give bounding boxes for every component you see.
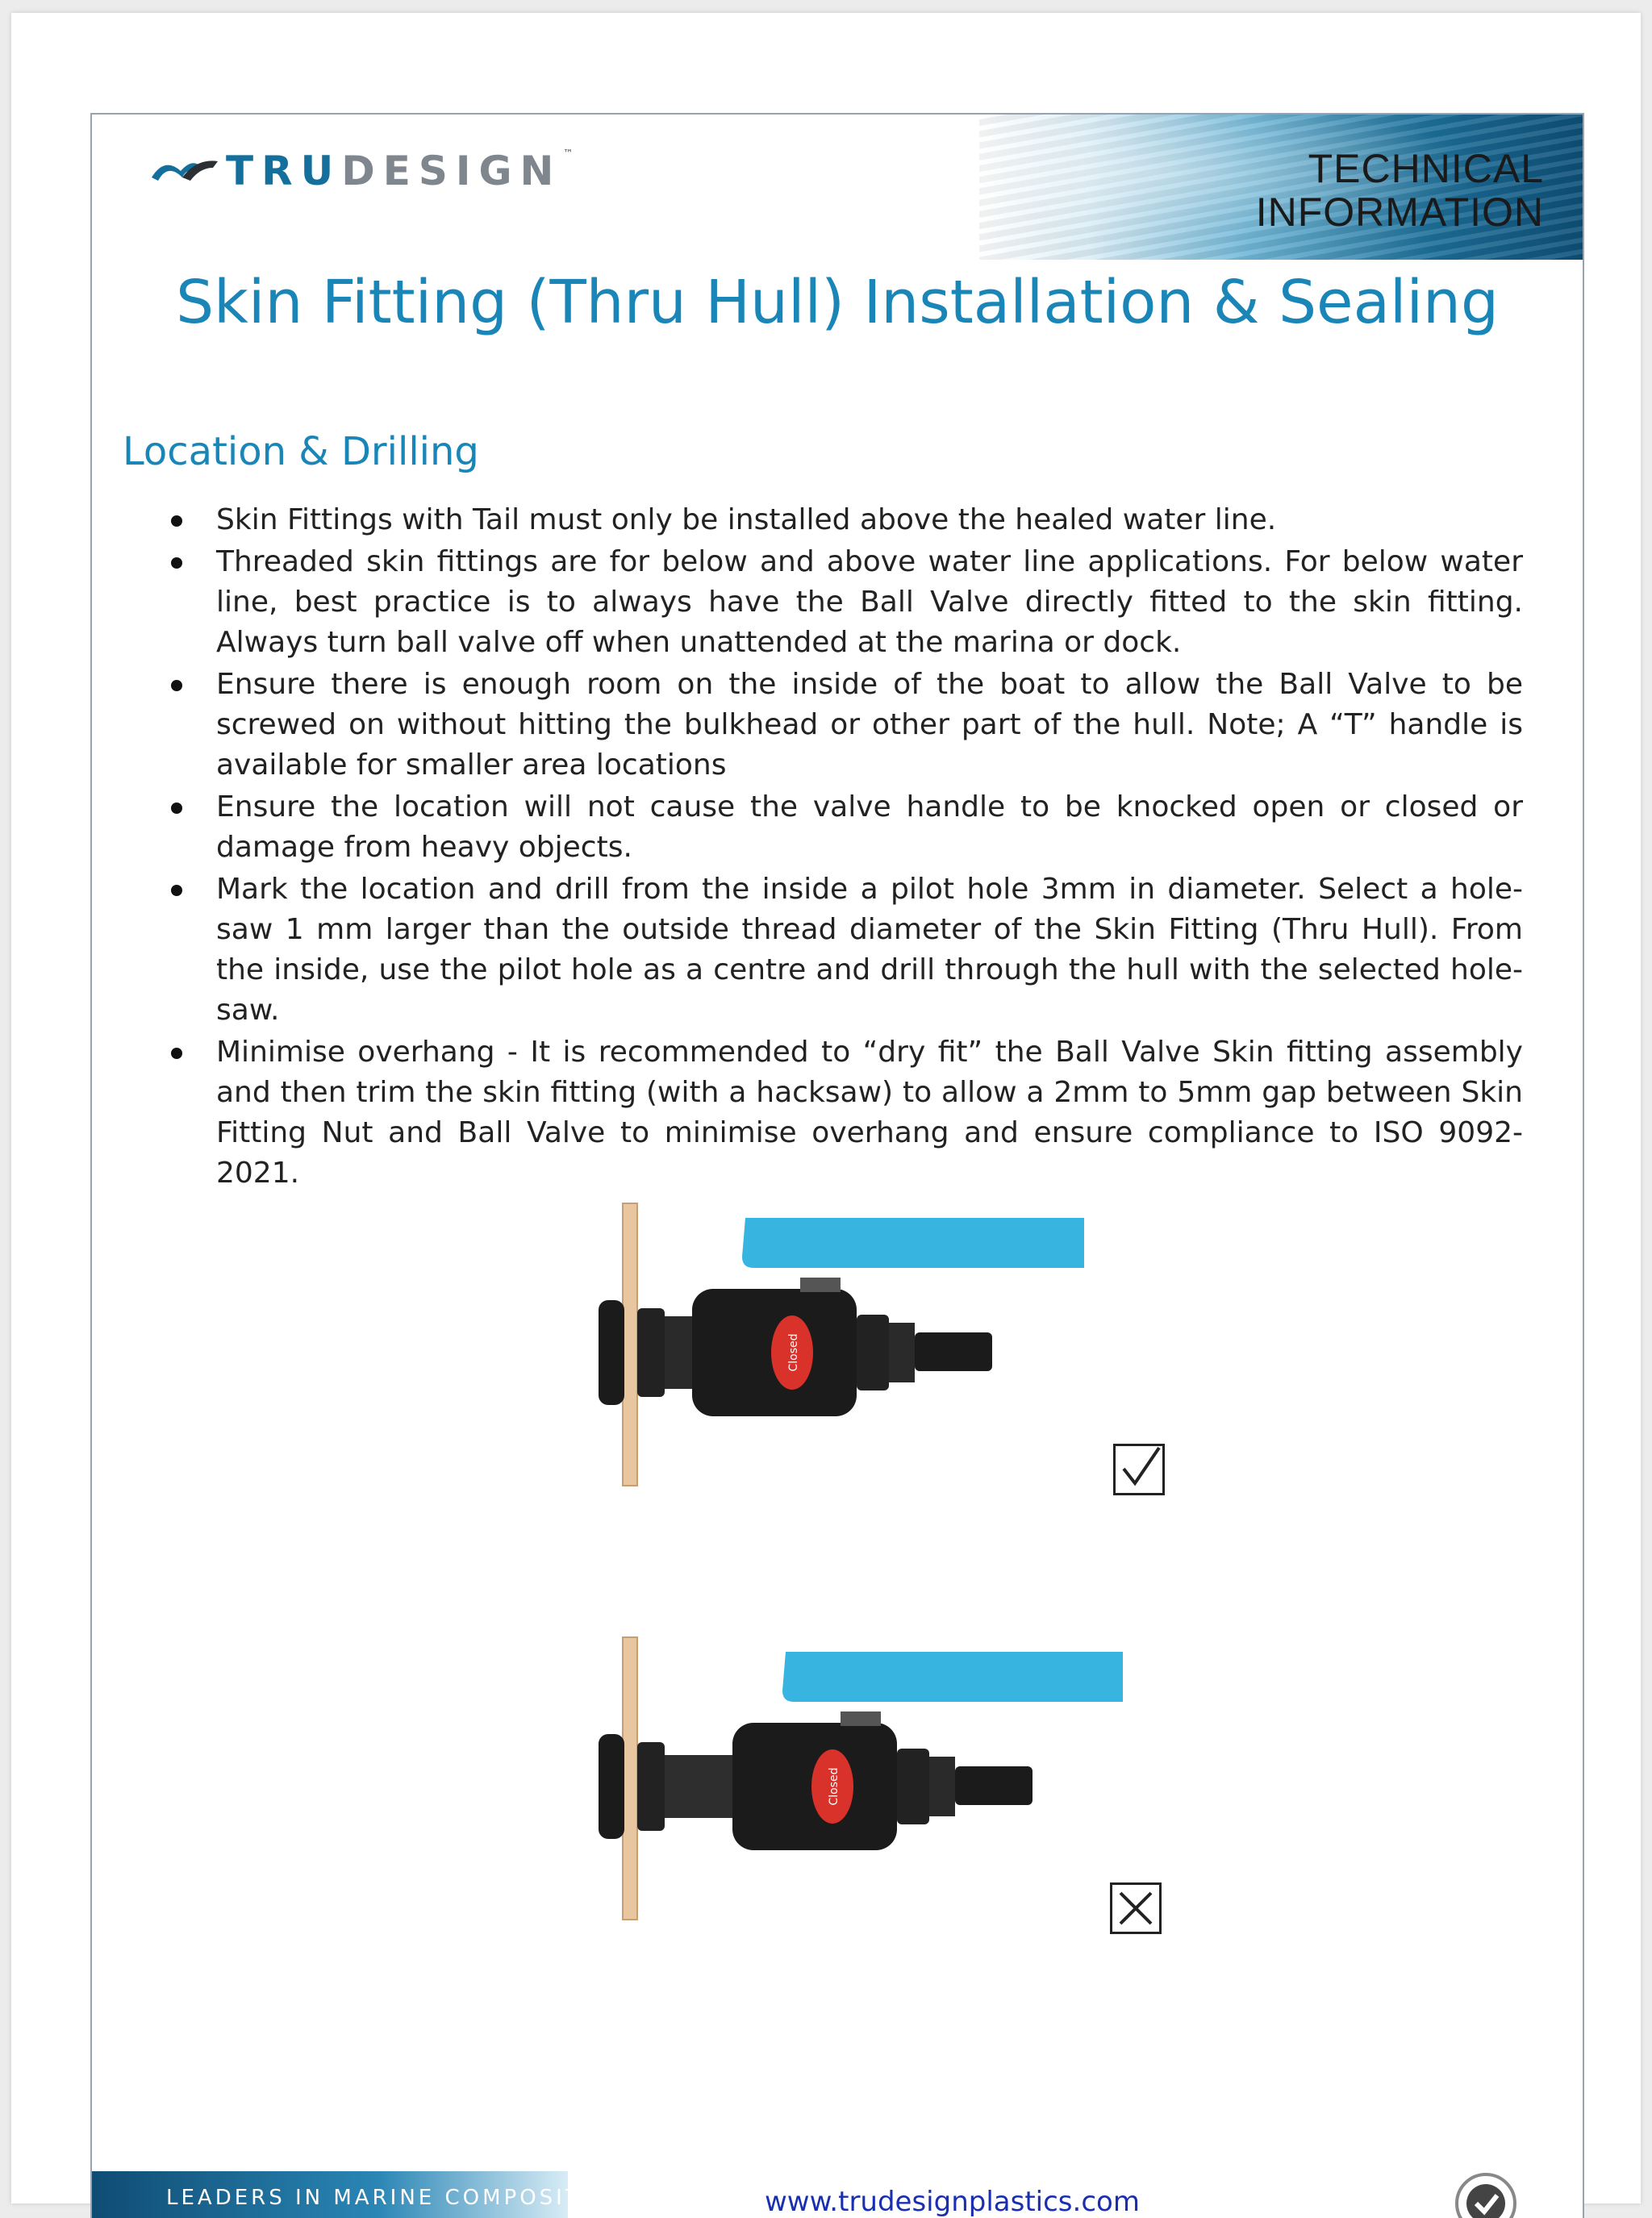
technical-information-tag xyxy=(1256,147,1544,234)
valve-handle xyxy=(742,1218,1084,1268)
footer-website-link[interactable]: www.trudesignplastics.com xyxy=(765,2186,1140,2218)
header-banner xyxy=(979,115,1583,260)
logo-wordmark xyxy=(226,148,581,194)
trudesign-logo xyxy=(150,147,581,195)
exposed-thread xyxy=(665,1755,732,1818)
section-heading: Location & Drilling xyxy=(123,429,479,474)
skin-fitting-flange xyxy=(599,1734,624,1839)
tag-line-1: TECHNICAL xyxy=(1308,146,1544,191)
logo-design: DESIGN xyxy=(341,148,562,194)
valve-indicator-label: Closed xyxy=(787,1333,800,1372)
valve-diagram-incorrect xyxy=(528,1613,1157,1952)
wave-logo-icon xyxy=(150,153,219,189)
valve-outlet-nut xyxy=(897,1749,929,1824)
list-item: Ensure the location will not cause the valve handle to be knocked open or closed or damage from heavy objects. xyxy=(165,787,1523,868)
checkbox-checked-icon xyxy=(1113,1444,1165,1495)
skin-fitting-nut xyxy=(637,1308,665,1397)
list-item: Skin Fittings with Tail must only be installed above the healed water line. xyxy=(165,500,1523,540)
skin-fitting-flange xyxy=(599,1300,624,1405)
tail-hex xyxy=(889,1323,915,1382)
skin-fitting-thread xyxy=(665,1316,692,1389)
checkbox-x-icon xyxy=(1110,1882,1162,1934)
handle-stem xyxy=(800,1278,841,1292)
certification-badge-icon xyxy=(1454,2171,1518,2218)
list-item: Mark the location and drill from the inside a pilot hole 3mm in diameter. Select a hole-saw 1 mm larger than the outside thread diameter of the Skin Fitting (Thru Hull). From the inside, use the pilot hole as a centre and drill through the hull with the selected hole-saw. xyxy=(165,869,1523,1031)
list-item: Ensure there is enough room on the inside of the boat to allow the Ball Valve to be screwed on without hitting the bulkhead or other part of the hull. Note; A “T” handle is available for smaller area locations xyxy=(165,665,1523,786)
document-page xyxy=(90,113,1584,2218)
valve-indicator-label: Closed xyxy=(828,1767,841,1806)
handle-stem xyxy=(841,1711,881,1726)
footer-tagline: LEADERS IN MARINE COMPOSITE xyxy=(166,2186,599,2210)
hull-panel xyxy=(623,1203,637,1486)
page-title: Skin Fitting (Thru Hull) Installation & Sealing xyxy=(176,268,1499,337)
hull-panel xyxy=(623,1637,637,1920)
logo-tru: TRU xyxy=(226,148,342,194)
bullet-list xyxy=(165,500,1523,1195)
logo-trademark: ™ xyxy=(563,148,582,159)
valve-handle xyxy=(782,1652,1123,1702)
document-sheet xyxy=(11,13,1641,2218)
list-item: Minimise overhang - It is recommended to “dry fit” the Ball Valve Skin fitting assembly and then trim the skin fitting (with a hacksaw) to allow a 2mm to 5mm gap between Skin Fitting Nut and Ball Valve to minimise overhang and ensure compliance to ISO 9092-2021. xyxy=(165,1032,1523,1194)
tail-hex xyxy=(929,1757,955,1816)
skin-fitting-nut xyxy=(637,1742,665,1831)
list-item: Threaded skin fittings are for below and above water line applications. For below water line, best practice is to always have the Ball Valve directly fitted to the skin fitting. Always turn ball valve off when unattended at the marina or dock. xyxy=(165,542,1523,663)
tag-line-2: INFORMATION xyxy=(1255,190,1544,235)
hose-tail xyxy=(955,1766,1032,1805)
valve-diagram-correct xyxy=(528,1179,1141,1518)
hose-tail xyxy=(915,1332,992,1371)
valve-outlet-nut xyxy=(857,1315,889,1390)
